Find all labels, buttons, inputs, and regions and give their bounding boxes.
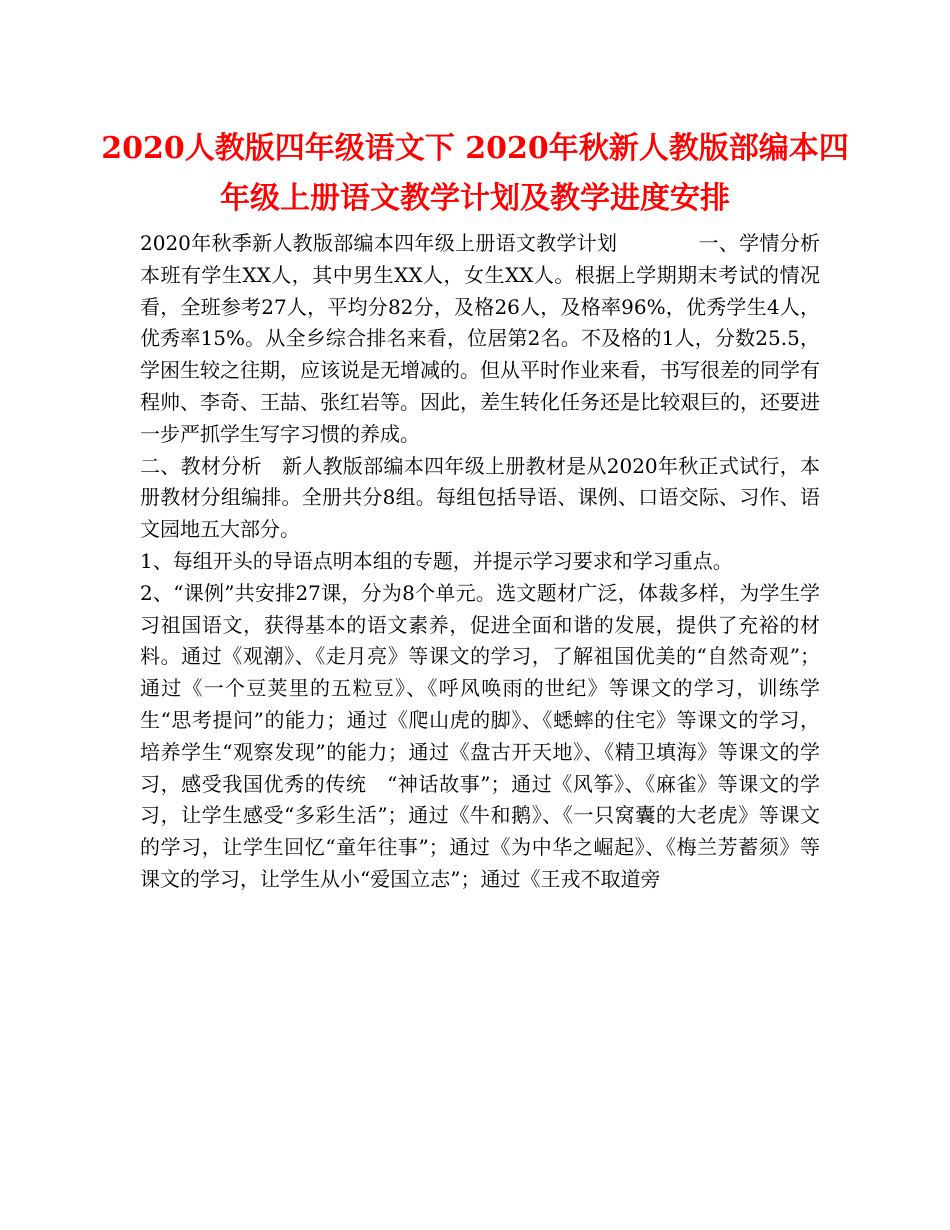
paragraph-unit-intro: 1、每组开头的导语点明本组的专题，并提示学习要求和学习重点。: [140, 548, 733, 573]
title-line-1: 2020人教版四年级语文下 2020年秋新人教版部编本四: [101, 131, 849, 166]
paragraph-textbook-analysis: 二、教材分析 新人教版部编本四年级上册教材是从2020年秋正式试行，本册教材分组编排。全册共分8组。每组包括导语、课例、口语交际、习作、语文园地五大部分。: [140, 453, 820, 542]
paragraph-lessons: 2、“课例”共安排27课，分为8个单元。选文题材广泛，体裁多样，为学生学习祖国语文，获得基本的语文素养，促进全面和谐的发展，提供了充裕的材料。通过《观潮》、《走月亮》等课文的学习，了解祖国优美的“自然奇观”；通过《一个豆荚里的五粒豆》、《呼风唤雨的世纪》等课文的学习，训练学生“思考提问”的能力；通过《爬山虎的脚》、《蟋蟀的住宅》等课文的学习，培养学生“观察发现”的能力；通过《盘古开天地》、《精卫填海》等课文的学习，感受我国优秀的传统 “神话故事”；通过《风筝》、《麻雀》等课文的学习，让学生感受“多彩生活”；通过《牛和鹅》、《一只窝囊的大老虎》等课文的学习，让学生回忆“童年往事”；通过《为中华之崛起》、《梅兰芳蓄须》等课文的学习，让学生从小“爱国立志”；通过《王戎不取道旁: [140, 580, 820, 891]
title-line-2: 年级上册语文教学计划及教学进度安排: [220, 181, 730, 216]
document-body: [140, 228, 840, 896]
document-title: [100, 124, 850, 224]
paragraph-learning-analysis: 2020年秋季新人教版部编本四年级上册语文教学计划 一、学情分析 本班有学生XX人，其中男生XX人，女生XX人。根据上学期期末考试的情况看，全班参考27人，平均分82分，及格26人，及格率96%，优秀学生4人，优秀率15%。从全乡综合排名来看，位居第2名。不及格的1人，分数25.5，学困生较之往期，应该说是无增减的。但从平时作业来看，书写很差的同学有程帅、李奇、王喆、张红岩等。因此，差生转化任务还是比较艰巨的，还要进一步严抓学生写字习惯的养成。: [140, 231, 840, 446]
